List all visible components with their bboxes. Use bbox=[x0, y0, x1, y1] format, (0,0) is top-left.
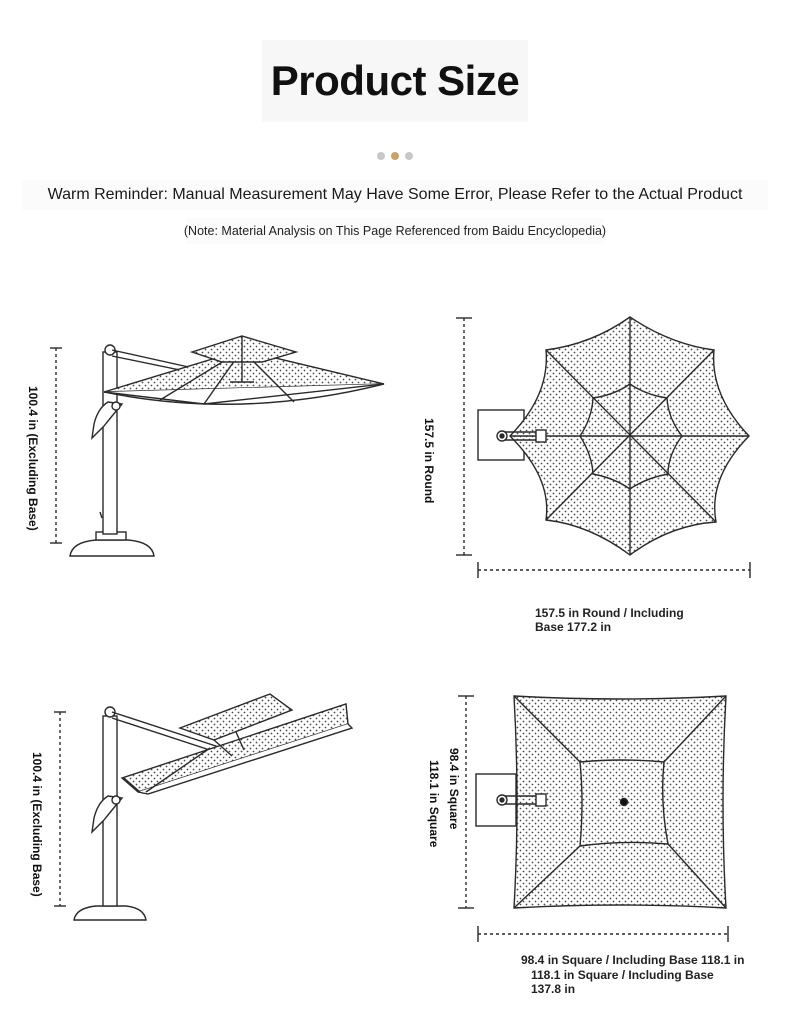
round-side-height-label: 100.4 in (Excluding Base) bbox=[26, 386, 40, 531]
title-banner bbox=[262, 40, 528, 122]
round-width-caption-line1: 157.5 in Round / Including bbox=[535, 606, 684, 620]
round-width-caption bbox=[535, 606, 684, 634]
square-width-caption-line1: 98.4 in Square / Including Base 118.1 in bbox=[521, 953, 745, 967]
pager-dot-2-active[interactable] bbox=[391, 152, 399, 160]
warm-reminder-text: Warm Reminder: Manual Measurement May Have Some Error, Please Refer to the Actual Product bbox=[47, 186, 743, 203]
note-text: (Note: Material Analysis on This Page Referenced from Baidu Encyclopedia) bbox=[183, 224, 607, 238]
reminder-banner bbox=[22, 180, 768, 210]
pager-dot-1[interactable] bbox=[377, 152, 385, 160]
square-side-height-label: 100.4 in (Excluding Base) bbox=[30, 752, 44, 897]
square-width-caption-line3: 137.8 in bbox=[531, 982, 576, 996]
round-top-height-label: 157.5 in Round bbox=[422, 418, 436, 504]
square-top-height-label-1: 98.4 in Square bbox=[447, 748, 461, 830]
square-width-caption-line2: 118.1 in Square / Including Base bbox=[531, 968, 714, 982]
square-width-caption-b bbox=[531, 968, 714, 996]
square-umbrella-top-drawing bbox=[440, 680, 770, 950]
carousel-pager bbox=[0, 152, 790, 160]
note-banner bbox=[183, 218, 607, 244]
square-umbrella-side-drawing bbox=[0, 680, 400, 930]
pager-dot-3[interactable] bbox=[405, 152, 413, 160]
round-umbrella-top-drawing bbox=[440, 310, 770, 580]
page-title: Product Size bbox=[270, 57, 520, 104]
round-width-caption-line2: Base 177.2 in bbox=[535, 620, 612, 634]
round-umbrella-side-drawing bbox=[0, 300, 400, 580]
square-top-height-label-2: 118.1 in Square bbox=[427, 760, 441, 848]
square-width-caption-a bbox=[521, 953, 744, 967]
